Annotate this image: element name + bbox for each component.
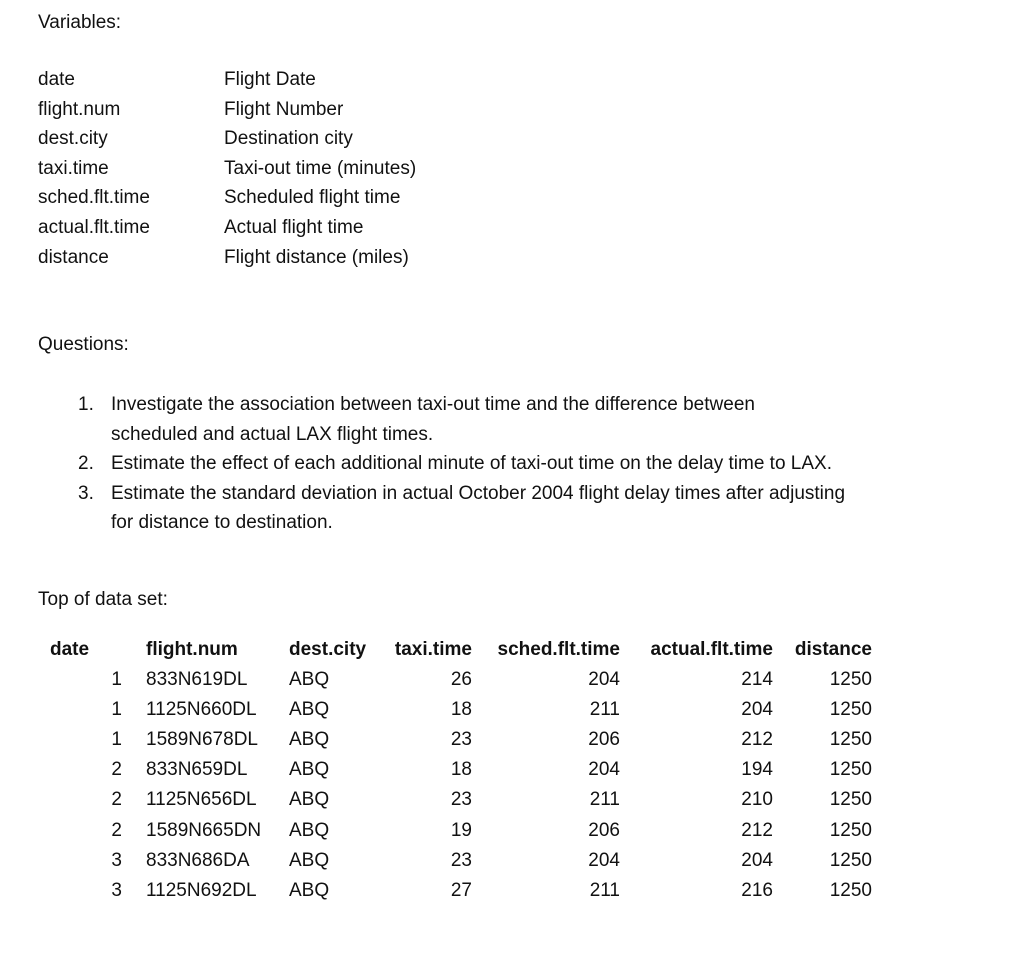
- table-cell: 214: [741, 669, 773, 690]
- table-cell: 211: [589, 699, 620, 721]
- table-cell: 1250: [829, 759, 872, 781]
- variable-description: Flight Date: [224, 69, 316, 90]
- table-cell: 1589N678DL: [146, 729, 258, 751]
- table-cell: 23: [450, 789, 472, 811]
- column-header: sched.flt.time: [497, 639, 620, 660]
- variable-name: sched.flt.time: [38, 187, 150, 209]
- table-cell: 204: [588, 759, 620, 781]
- questions-heading: Questions:: [38, 334, 129, 355]
- table-cell: 23: [450, 729, 472, 751]
- table-cell: 1250: [829, 699, 872, 721]
- question-number: 1.: [78, 394, 94, 415]
- question-text: for distance to destination.: [111, 512, 333, 533]
- table-cell: 1125N660DL: [146, 699, 257, 721]
- table-cell: ABQ: [289, 669, 330, 690]
- table-cell: 23: [450, 849, 472, 871]
- variable-description: Scheduled flight time: [224, 187, 401, 209]
- column-header: dest.city: [289, 639, 367, 660]
- variable-description: Flight distance (miles): [224, 246, 409, 268]
- table-cell: 2: [111, 789, 122, 811]
- table-cell: 1: [111, 699, 122, 721]
- table-cell: 1250: [829, 819, 872, 841]
- question-text: scheduled and actual LAX flight times.: [111, 423, 434, 445]
- table-cell: 204: [588, 849, 620, 871]
- question-text: Estimate the effect of each additional minute of taxi-out time on the delay time to LAX.: [111, 453, 832, 474]
- table-cell: 19: [450, 819, 472, 841]
- variable-description: Actual flight time: [224, 217, 364, 238]
- table-cell: 1589N665DN: [146, 819, 262, 841]
- table-cell: 204: [588, 669, 620, 690]
- table-cell: 212: [741, 819, 773, 841]
- variable-name: actual.flt.time: [38, 217, 150, 238]
- variable-description: Destination city: [224, 128, 353, 150]
- question-number: 2.: [78, 453, 94, 474]
- table-cell: 2: [111, 759, 122, 781]
- table-cell: ABQ: [289, 789, 330, 811]
- column-header: flight.num: [146, 639, 238, 660]
- table-cell: 1: [111, 669, 122, 690]
- variable-name: distance: [38, 246, 109, 268]
- table-cell: 206: [588, 819, 620, 841]
- table-cell: 211: [589, 789, 620, 811]
- variables-heading: Variables:: [38, 12, 122, 33]
- table-cell: ABQ: [289, 699, 330, 721]
- table-cell: 211: [589, 879, 620, 901]
- table-cell: ABQ: [289, 759, 330, 781]
- table-cell: 18: [450, 699, 472, 721]
- table-cell: 833N659DL: [146, 759, 248, 781]
- dataset-heading: Top of data set:: [38, 589, 168, 610]
- table-cell: 833N619DL: [146, 669, 248, 690]
- table-cell: 1125N656DL: [146, 789, 257, 811]
- table-cell: 1250: [829, 849, 872, 871]
- question-text: Estimate the standard deviation in actual October 2004 flight delay times after adjusting: [111, 482, 846, 504]
- variable-description: Flight Number: [224, 98, 344, 120]
- column-header: actual.flt.time: [650, 639, 773, 660]
- table-cell: 1250: [829, 669, 872, 690]
- table-cell: ABQ: [289, 879, 330, 901]
- table-cell: 3: [111, 879, 122, 901]
- table-cell: 1250: [829, 789, 872, 811]
- table-cell: 210: [741, 789, 773, 811]
- variable-name: flight.num: [38, 98, 121, 120]
- table-cell: 3: [111, 849, 122, 871]
- table-cell: 2: [111, 819, 122, 841]
- table-cell: 194: [741, 759, 773, 781]
- table-cell: 1125N692DL: [146, 879, 257, 901]
- table-cell: 206: [588, 729, 620, 751]
- question-text: Investigate the association between taxi-out time and the difference between: [111, 394, 755, 415]
- variable-description: Taxi-out time (minutes): [224, 157, 417, 179]
- table-cell: 212: [741, 729, 773, 751]
- column-header: date: [50, 639, 90, 660]
- table-cell: 204: [741, 699, 773, 721]
- table-cell: 216: [741, 879, 773, 901]
- variable-name: date: [38, 69, 75, 90]
- table-cell: 1250: [829, 879, 872, 901]
- column-header: taxi.time: [394, 639, 472, 660]
- variable-name: taxi.time: [38, 157, 109, 179]
- question-number: 3.: [78, 482, 94, 504]
- column-header: distance: [794, 639, 872, 660]
- table-cell: 204: [741, 849, 773, 871]
- table-cell: ABQ: [289, 729, 330, 751]
- table-cell: 26: [450, 669, 472, 690]
- table-cell: 1: [111, 729, 122, 751]
- table-cell: 27: [450, 879, 472, 901]
- table-cell: 18: [450, 759, 472, 781]
- variable-name: dest.city: [38, 128, 108, 150]
- table-cell: 1250: [829, 729, 872, 751]
- table-cell: ABQ: [289, 849, 330, 871]
- table-cell: 833N686DA: [146, 849, 250, 871]
- table-cell: ABQ: [289, 819, 330, 841]
